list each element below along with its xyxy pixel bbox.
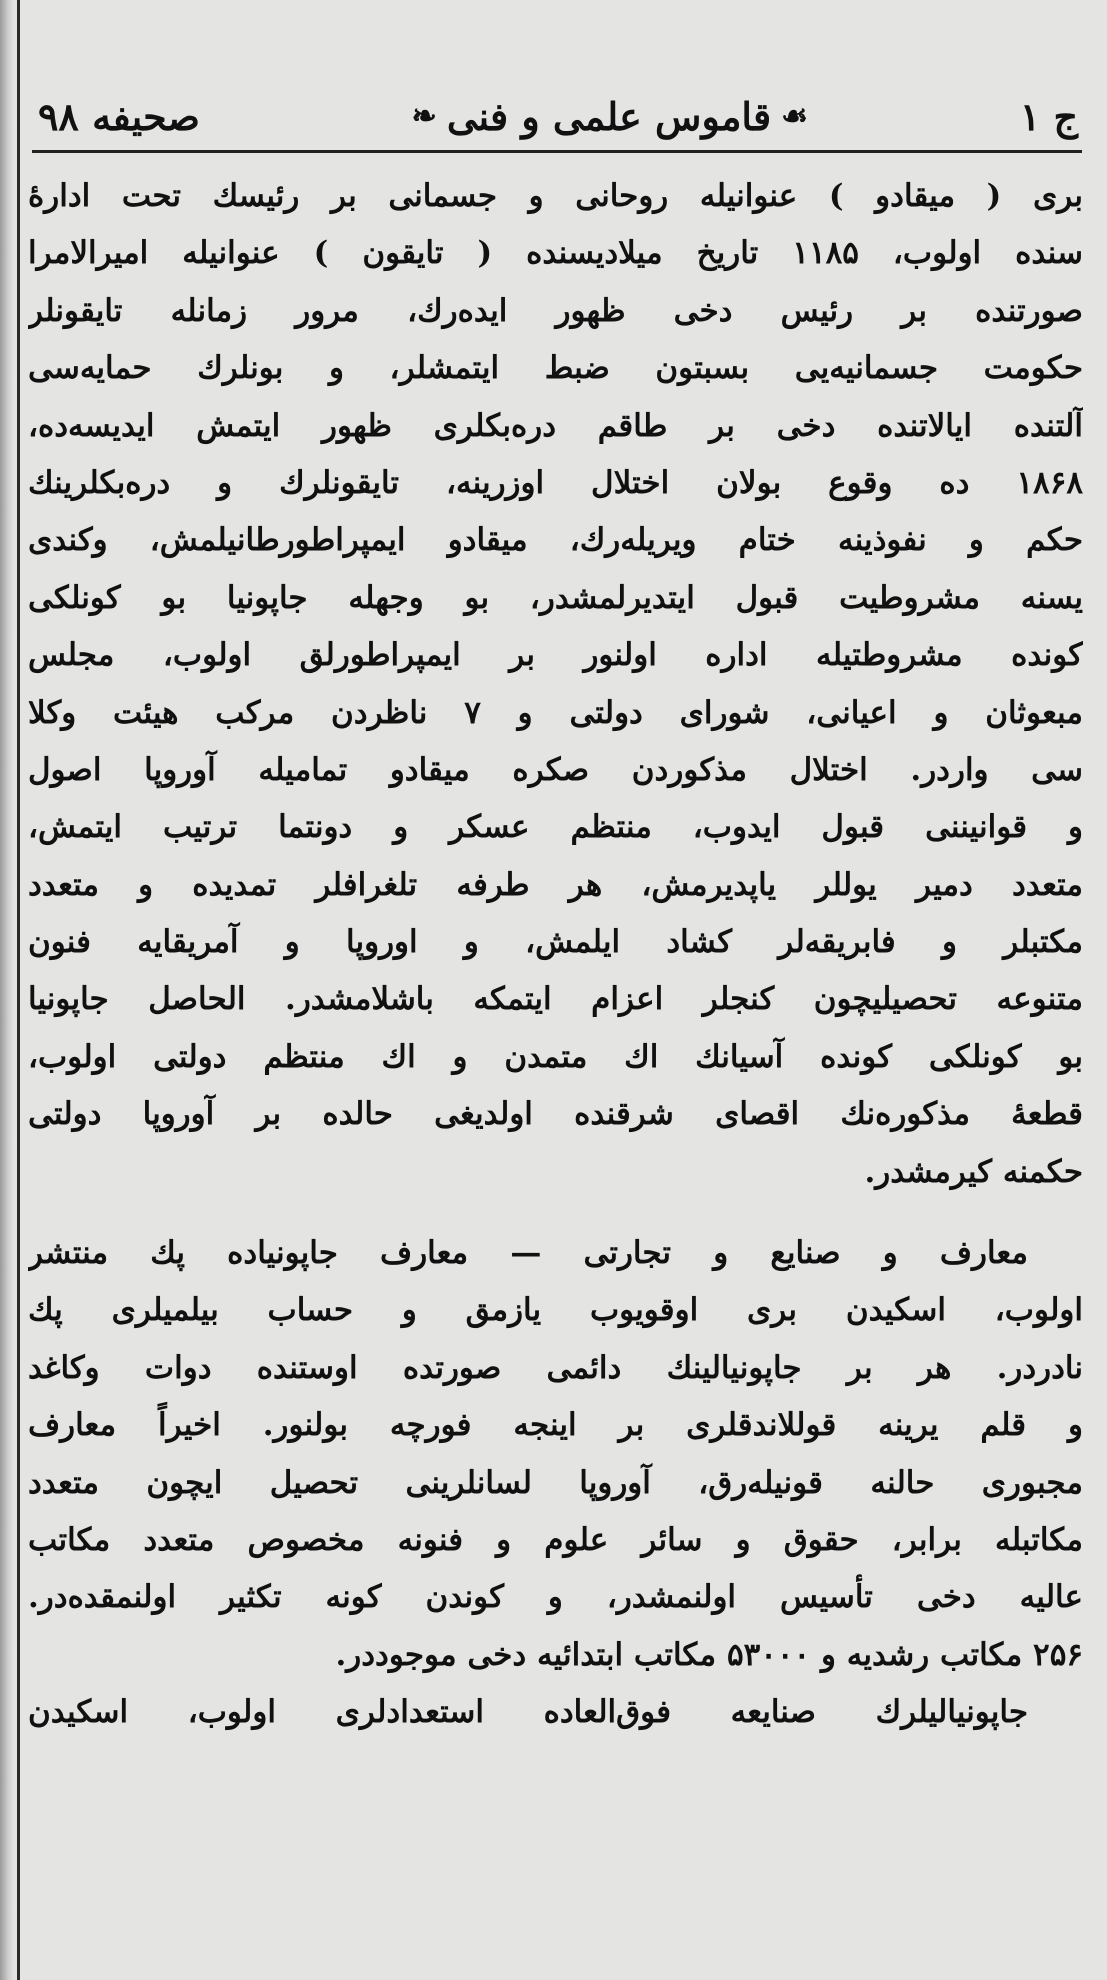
header-title-group — [402, 94, 818, 139]
text-line: و قلم یرینه قوللاندقلری بر اینجه فورچه بولنور. اخیراً معارف — [28, 1407, 1083, 1444]
text-line: بری ( میقادو ) عنوانیله روحانی و جسمانی بر رئیسك تحت ادارهٔ — [28, 178, 1083, 214]
header-rule — [32, 150, 1082, 153]
page-number: صحیفه ۹۸ — [38, 93, 200, 139]
text-line: متنوعه تحصیلیچون کنجلر اعزام ایتمکه باشلامشدر. الحاصل جاپونیا — [28, 981, 1083, 1018]
text-line: مبعوثان و اعیانی، شورای دولتی و ۷ ناظردن مرکب هیئت وکلا — [28, 694, 1083, 731]
page-binding-edge — [0, 0, 14, 1980]
text-line: جاپونیالیلرك صنایعه فوق‌العاده استعدادلری اولوب، اسکیدن — [28, 1694, 1028, 1731]
text-line: اولوب، اسکیدن بری اوقویوب یازمق و حساب بیلمیلری پك — [28, 1292, 1083, 1329]
paragraph-history — [28, 168, 1083, 1201]
text-line: صورتنده بر رئیس دخی ظهور ایده‌رك، مرور زمانله تایقونلر — [28, 292, 1083, 329]
text-line: کونده مشروطتیله اداره اولنور بر ایمپراطورلق اولوب، مجلس — [28, 637, 1083, 674]
text-line: بو کونلکی کونده آسیانك اك متمدن و اك منتظم دولتی اولوب، — [28, 1038, 1083, 1075]
ornament-left-icon: ❧ — [411, 98, 437, 134]
article-body — [28, 168, 1083, 1742]
text-line: سی واردر. اختلال مذکوردن صکره میقادو تمامیله آوروپا اصول — [28, 751, 1083, 788]
text-line: آلتنده ایالاتنده دخی بر طاقم دره‌بکلری ظهور ایتمش ایدیسه‌ده، — [28, 407, 1083, 444]
running-header — [38, 86, 1078, 146]
ornament-right-icon: ☙ — [781, 98, 809, 134]
text-line: یسنه مشروطیت قبول ایتدیرلمشدر، بو وجهله جاپونیا بو کونلکی — [28, 579, 1083, 616]
text-line: حکومت جسمانیه‌یی بسبتون ضبط ایتمشلر، و بونلرك حمایه‌سی — [28, 350, 1083, 387]
paragraph-gap — [28, 1201, 1083, 1225]
text-line: متعدد دمیر یوللر یاپدیرمش، هر طرفه تلغرافلر تمدیده و متعدد — [28, 866, 1083, 903]
paragraph-education — [28, 1225, 1083, 1684]
text-line: عالیه دخی تأسیس اولنمشدر، و کوندن کونه تکثیر اولنمقده‌در. — [28, 1579, 1083, 1616]
text-line: ۲۵۶ مکاتب رشدیه و ۵۳۰۰۰ مکاتب ابتدائیه دخی موجوددر. — [335, 1636, 1083, 1673]
text-line: مکاتبله برابر، حقوق و سائر علوم و فنونه مخصوص متعدد مکاتب — [28, 1521, 1083, 1558]
text-line: قطعهٔ مذکوره‌نك اقصای شرقنده اولدیغی حالده بر آوروپا دولتی — [28, 1096, 1083, 1133]
text-line: حکمنه کیرمشدر. — [864, 1153, 1083, 1190]
text-line: سنده اولوب، ۱۱۸۵ تاریخ میلادیسنده ( تایقون ) عنوانیله امیرالامرا — [28, 235, 1083, 272]
text-line: نادردر. هر بر جاپونیالینك دائمی صورتده اوستنده دوات وکاغد — [28, 1349, 1083, 1386]
page-fold-line — [17, 0, 20, 1980]
paragraph-industry — [28, 1684, 1083, 1741]
text-line: مجبوری حالنه قونیله‌رق، آوروپا لسانلرینی تحصیل ایچون متعدد — [28, 1464, 1083, 1501]
text-line: معارف و صنایع و تجارتی — معارف جاپونیاده پك منتشر — [28, 1235, 1028, 1272]
text-line: حکم و نفوذینه ختام ویریله‌رك، میقادو ایمپراطورطانیلمش، وکندی — [28, 522, 1083, 559]
volume-number: ج ۱ — [1019, 93, 1078, 139]
text-line: و قوانیننی قبول ایدوب، منتظم عسکر و دونتما ترتیب ایتمش، — [28, 809, 1083, 846]
text-line: ۱۸۶۸ ده وقوع بولان اختلال اوزرینه، تایقونلرك و دره‌بکلرینك — [28, 464, 1083, 501]
text-line: مکتبلر و فابریقه‌لر کشاد ایلمش، و اوروپا و آمریقایه فنون — [28, 924, 1083, 961]
book-title: قاموس علمی و فنی — [446, 93, 772, 139]
